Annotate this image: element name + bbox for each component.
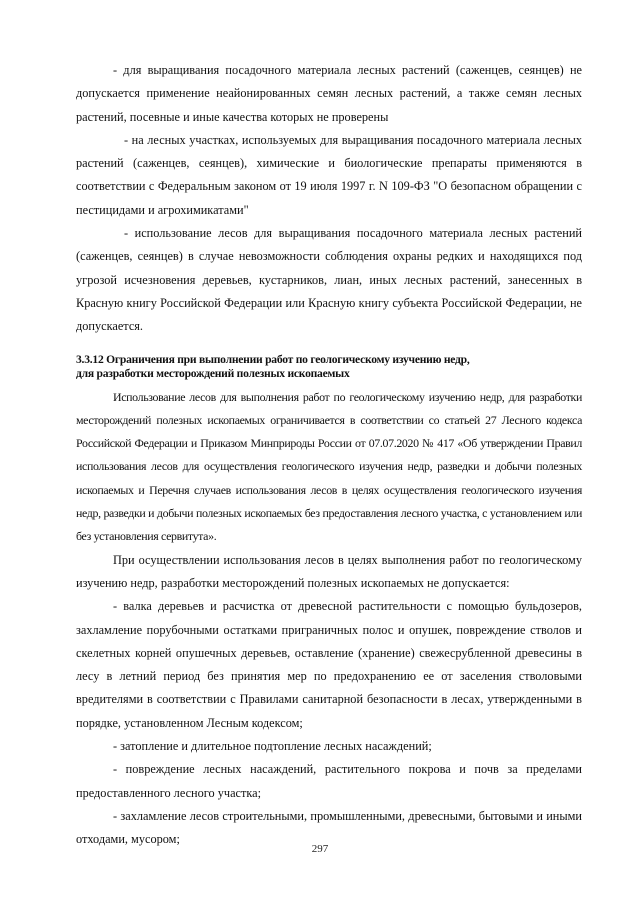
prohibition-waste-paragraph: - захламление лесов строительными, промышленными, древесными, бытовыми и иными отходами, мусором; [76,808,582,847]
prohibitions-lead-paragraph: При осуществлении использования лесов в целях выполнения работ по геологическому изучению недр, разработки месторождений полезных ископаемых не допускается: [76,552,582,590]
prohibition-felling-paragraph: - валка деревьев и расчистка от древесной растительности с помощью бульдозеров, захламление порубочными остатками приграничных полос и опушек, повреждение стволов и скелетных корней опушечных деревьев, оставление (хранение) свежесрубленной древесины в лесу в летний период без принятия мер по предохранению ее от заселения стволовыми вредителями в соответствии с Правилами санитарной безопасности в лесах, утвержденными в порядке, установленном Лесным кодексом; [76,599,582,730]
page-number: 297 [311,843,329,855]
bullet-paragraph-seed-materials: - для выращивания посадочного материала лесных растений (саженцев, сеянцев) не допускается применение неайонированных семян лесных растений, а также семян лесных растений, посевные и иные качества которых не проверены [76,63,582,124]
section-heading-line-2: для разработки месторождений полезных ископаемых [76,367,350,381]
section-intro-paragraph: Использование лесов для выполнения работ по геологическому изучению недр, для разработки месторождений полезных ископаемых ограничивается в соответствии со статьей 27 Лесного кодекса Российской Федерации и Приказом Минприроды России от 07.07.2020 № 417 «Об утверждении Правил использования лесов для осуществления геологического изучения недр, разведки и добычи полезных ископаемых и Перечня случаев использования лесов в целях осуществления геологического изучения недр, разведки и добычи полезных ископаемых без предоставления лесного участка, с установлением или без установления сервитута». [76,389,582,544]
bullet-paragraph-chemicals: - на лесных участках, используемых для выращивания посадочного материала лесных растений (саженцев, сеянцев), химические и биологические препараты применяются в соответствии с Федеральным законом от 19 июля 1997 г. N 109-ФЗ "О безопасном обращении с пестицидами и агрохимикатами" [76,132,582,217]
section-heading [76,353,582,382]
prohibition-damage-paragraph: - повреждение лесных насаждений, растительного покрова и почв за пределами предоставленного лесного участка; [76,762,582,800]
bullet-paragraph-red-book: - использование лесов для выращивания посадочного материала лесных растений (саженцев, сеянцев) в случае невозможности соблюдения охраны редких и находящихся под угрозой исчезновения деревьев, кустарников, лиан, иных лесных растений, занесенных в Красную книгу Российской Федерации или Красную книгу субъекта Российской Федерации, не допускается. [76,226,582,334]
prohibition-flooding-paragraph: - затопление и длительное подтопление лесных насаждений; [113,739,432,754]
page-body [76,59,582,852]
section-heading-line-1: 3.3.12 Ограничения при выполнении работ по геологическому изучению недр, [76,352,470,366]
